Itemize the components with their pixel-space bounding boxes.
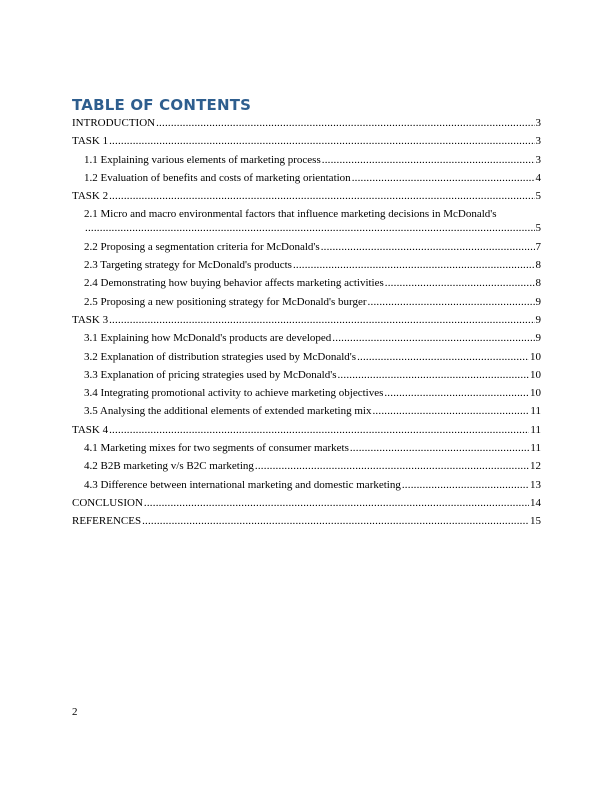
- toc-entry-2-3[interactable]: [72, 258, 541, 272]
- toc-entry-label: 1.1 Explaining various elements of marketing process: [84, 153, 321, 166]
- toc-entry-page: 10: [530, 387, 541, 400]
- toc-entry-label: 3.1 Explaining how McDonald's products are developed: [84, 332, 332, 345]
- toc-entry-page: 10: [530, 368, 541, 381]
- toc-entry-label: REFERENCES: [72, 515, 142, 528]
- toc-entry-label: 4.2 B2B marketing v/s B2C marketing: [84, 460, 254, 473]
- toc-entry-1-2[interactable]: [72, 171, 541, 185]
- toc-entry-3-5[interactable]: [72, 404, 541, 418]
- toc-entry-page: 11: [530, 423, 541, 436]
- dot-leader: [85, 221, 535, 235]
- toc-entry-label: INTRODUCTION: [72, 117, 156, 129]
- page-number: 2: [72, 706, 78, 718]
- dot-leader: [372, 404, 529, 418]
- toc-entry-4-2[interactable]: [72, 459, 541, 473]
- toc-entry-page: 11: [530, 405, 541, 418]
- toc-entry-task-1[interactable]: [72, 134, 541, 148]
- toc-entry-label: 1.2 Evaluation of benefits and costs of marketing orientation: [84, 171, 351, 184]
- toc-entry-label: 3.2 Explanation of distribution strategies used by McDonald's: [84, 350, 357, 363]
- toc-entry-2-5[interactable]: [72, 295, 541, 309]
- dot-leader: [109, 313, 534, 327]
- toc-entry-3-1[interactable]: [72, 331, 541, 345]
- toc-entry-2-1[interactable]: [72, 207, 541, 235]
- toc-entry-page: 11: [530, 442, 541, 455]
- toc-entry-label: 3.3 Explanation of pricing strategies used by McDonald's: [84, 368, 337, 381]
- dot-leader: [109, 134, 534, 148]
- toc-entry-1-1[interactable]: [72, 153, 541, 167]
- toc-entry-label: TASK 3: [72, 313, 109, 326]
- toc-entry-3-2[interactable]: [72, 350, 541, 364]
- dot-leader: [144, 496, 529, 510]
- toc-entry-page: 12: [530, 460, 541, 473]
- toc-entry-page: 13: [530, 478, 541, 491]
- toc-entry-label: 2.4 Demonstrating how buying behavior affects marketing activities: [84, 277, 384, 290]
- toc-entry-label: 2.2 Proposing a segmentation criteria for McDonald's: [84, 240, 320, 253]
- toc-entry-2-4[interactable]: [72, 276, 541, 290]
- toc-entry-label: CONCLUSION: [72, 496, 143, 509]
- toc-entry-introduction[interactable]: [72, 116, 541, 130]
- toc-entry-page: 8: [535, 277, 541, 290]
- table-of-contents: [72, 116, 541, 533]
- dot-leader: [321, 240, 535, 254]
- toc-entry-3-3[interactable]: [72, 368, 541, 382]
- toc-entry-label: 2.1 Micro and macro environmental factors that influence marketing decisions in McDonald's: [84, 208, 497, 221]
- dot-leader: [322, 153, 535, 167]
- toc-entry-task-2[interactable]: [72, 189, 541, 203]
- dot-leader: [352, 171, 535, 185]
- toc-entry-label: 2.3 Targeting strategy for McDonald's products: [84, 259, 292, 272]
- dot-leader: [332, 331, 534, 345]
- toc-entry-page: 3: [535, 153, 541, 166]
- toc-entry-page: 10: [530, 350, 541, 363]
- toc-title: TABLE OF CONTENTS: [72, 96, 252, 114]
- toc-entry-task-3[interactable]: [72, 313, 541, 327]
- toc-entry-page: 3: [535, 135, 541, 148]
- dot-leader: [109, 189, 534, 203]
- toc-entry-4-3[interactable]: [72, 478, 541, 492]
- dot-leader: [384, 386, 529, 400]
- toc-entry-page: 14: [530, 496, 541, 509]
- toc-entry-page: 7: [535, 240, 541, 253]
- toc-entry-page: 8: [535, 259, 541, 272]
- toc-entry-page: 9: [535, 313, 541, 326]
- dot-leader: [255, 459, 529, 473]
- toc-entry-page: 9: [535, 332, 541, 345]
- toc-entry-page: 15: [530, 515, 541, 528]
- toc-entry-3-4[interactable]: [72, 386, 541, 400]
- toc-entry-page: 3: [535, 117, 541, 129]
- toc-entry-references[interactable]: [72, 514, 541, 528]
- toc-entry-label: 3.5 Analysing the additional elements of extended marketing mix: [84, 405, 372, 418]
- toc-entry-page: 5: [535, 222, 541, 235]
- dot-leader: [385, 276, 535, 290]
- dot-leader: [142, 514, 529, 528]
- dot-leader: [350, 441, 530, 455]
- dot-leader: [293, 258, 535, 272]
- dot-leader: [402, 478, 529, 492]
- toc-entry-2-2[interactable]: [72, 240, 541, 254]
- dot-leader: [337, 368, 529, 382]
- dot-leader: [156, 116, 534, 130]
- toc-entry-label: TASK 2: [72, 190, 109, 203]
- toc-entry-page: 4: [535, 171, 541, 184]
- toc-entry-conclusion[interactable]: [72, 496, 541, 510]
- dot-leader: [357, 350, 529, 364]
- toc-entry-4-1[interactable]: [72, 441, 541, 455]
- toc-entry-page: 9: [535, 295, 541, 308]
- dot-leader: [109, 423, 529, 437]
- toc-entry-label: TASK 1: [72, 135, 109, 148]
- toc-entry-page: 5: [535, 190, 541, 203]
- dot-leader: [368, 295, 535, 309]
- toc-entry-label: TASK 4: [72, 423, 109, 436]
- toc-entry-task-4[interactable]: [72, 423, 541, 437]
- toc-entry-label: 2.5 Proposing a new positioning strategy for McDonald's burger: [84, 295, 367, 308]
- toc-entry-label: 4.3 Difference between international marketing and domestic marketing: [84, 478, 401, 491]
- toc-entry-label: 4.1 Marketing mixes for two segments of consumer markets: [84, 442, 349, 455]
- toc-entry-label: 3.4 Integrating promotional activity to achieve marketing objectives: [84, 387, 384, 400]
